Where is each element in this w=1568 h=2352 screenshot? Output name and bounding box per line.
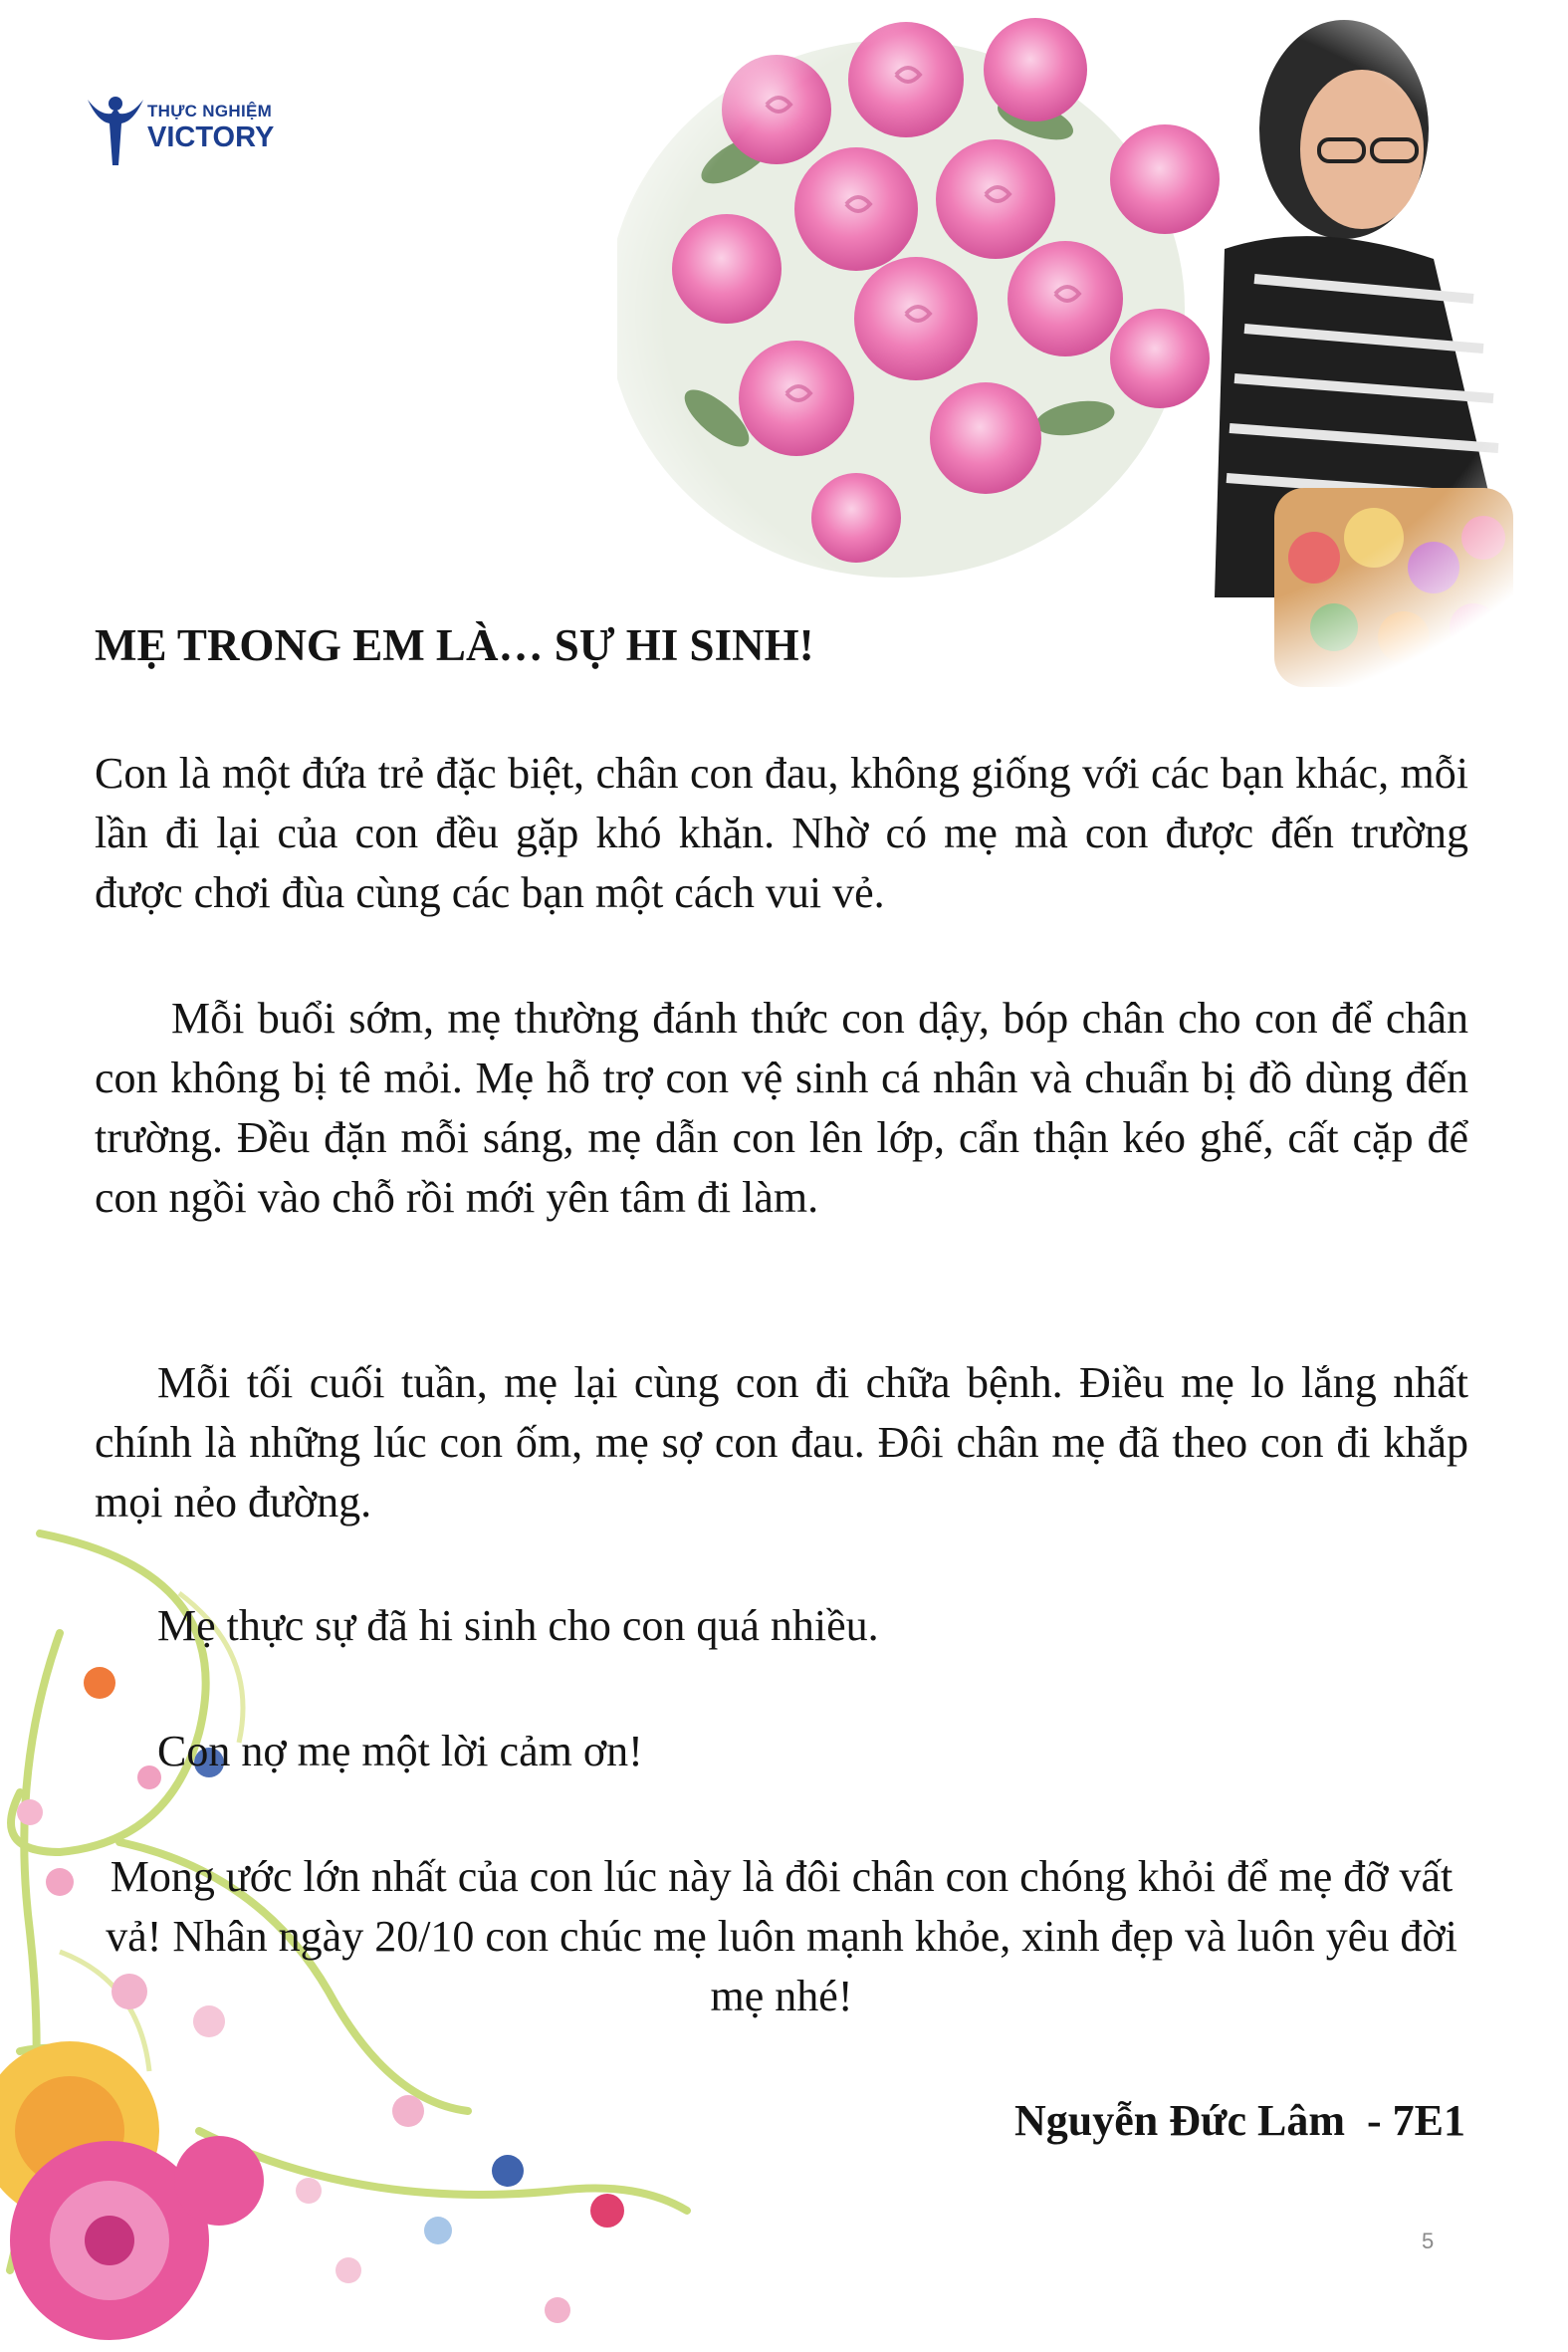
paragraph-5: Con nợ mẹ một lời cảm ơn! xyxy=(157,1727,643,1775)
paragraph-4: Mẹ thực sự đã hi sinh cho con quá nhiều. xyxy=(157,1601,879,1650)
paragraph-6: Mong ước lớn nhất của con lúc này là đôi chân con chóng khỏi để mẹ đỡ vất vả! Nhân ngày 20/10 con chúc mẹ luôn mạnh khỏe, xinh đẹp và luôn yêu đời mẹ nhé! xyxy=(106,1852,1457,2020)
page-number: 5 xyxy=(1422,2229,1435,2253)
logo-text-bottom: VICTORY xyxy=(147,121,275,153)
logo-text-top: THỰC NGHIỆM xyxy=(147,102,273,120)
victory-logo xyxy=(86,90,285,169)
large-bloom xyxy=(0,2041,264,2340)
author-signature: Nguyễn Đức Lâm - 7E1 xyxy=(1014,2096,1465,2145)
paragraph-3: Mỗi tối cuối tuần, mẹ lại cùng con đi chữa bệnh. Điều mẹ lo lắng nhất chính là những lúc con ốm, mẹ sợ con đau. Đôi chân mẹ đã theo con đi khắp mọi nẻo đường. xyxy=(95,1358,1468,1527)
paragraph-2: Mỗi buổi sớm, mẹ thường đánh thức con dậy, bóp chân cho con để chân con không bị tê mỏi. Mẹ hỗ trợ con vệ sinh cá nhân và chuẩn bị đồ dùng đến trường. Đều đặn mỗi sáng, mẹ dẫn con lên lớp, cẩn thận kéo ghế, cất cặp để con ngồi vào chỗ rồi mới yên tâm đi làm. xyxy=(95,994,1468,1222)
article-title: MẸ TRONG EM LÀ… SỰ HI SINH! xyxy=(95,620,814,670)
mother-with-roses-photo xyxy=(617,0,1568,697)
victory-figure-icon xyxy=(86,90,145,169)
paragraph-1: Con là một đứa trẻ đặc biệt, chân con đau, không giống với các bạn khác, mỗi lần đi lại của con đều gặp khó khăn. Nhờ có mẹ mà con được đến trường được chơi đùa cùng các bạn một cách vui vẻ. xyxy=(95,749,1468,917)
